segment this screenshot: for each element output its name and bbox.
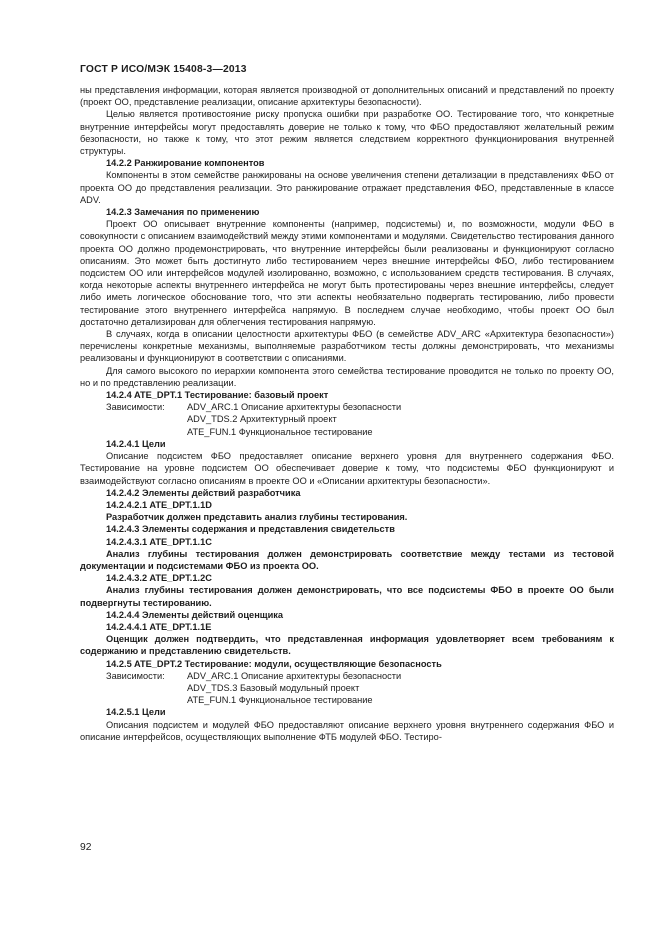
paragraph: В случаях, когда в описании целостности архитектуры ФБО (в семействе ADV_ARC «Архитектура безопасности») перечислены конкретные механизмы, выполняемые разработчиком тесты должны демонстрировать, что механизмы реализованы и функционируют в соответствии с описаниями. xyxy=(80,329,614,364)
dependencies-block xyxy=(80,401,614,438)
paragraph: Проект ОО описывает внутренние компоненты (например, подсистемы) и, по возможности, модули ФБО в совокупности с описанием взаимодействий между этими компонентами и модулями. Свидетельство тестирования данного проекта ОО должно продемонстрировать, что внутренние интерфейсы были реализованы и функционируют согласно описаниям. Это может быть достигнуто либо тестированием через внешние интерфейсы ФБО, либо тестированием подсистем ОО или интерфейсов модулей изолированно, возможно, с использованием средств тестирования. В случаях, когда некоторые аспекты внутреннего интерфейса не могут быть протестированы через внешние интерфейсы, следует либо иметь логическое обоснование того, что эти аспекты необязательно подвергать тестированию, либо провести тестирование этого внутреннего интерфейса напрямую. В последнем случае необходимо, чтобы проект ОО был достаточно детализирован для облегчения тестирования напрямую. xyxy=(80,219,614,327)
section-heading: 14.2.4.2 Элементы действий разработчика xyxy=(106,487,301,498)
dependency-item: ADV_ARC.1 Описание архитектуры безопасности xyxy=(187,402,402,413)
element-text: Анализ глубины тестирования должен демонстрировать соответствие между тестами из тестовой документации и подсистемами ФБО из проекта ОО. xyxy=(80,548,614,571)
dependency-item: ATE_FUN.1 Функциональное тестирование xyxy=(187,695,373,706)
paragraph: Целью является противостояние риску пропуска ошибки при разработке ОО. Тестирование того, что конкретные внутренние интерфейсы могут предоставлять доверие не только к тому, что ФБО предоставляют желательный режим безопасности, но также к тому, что этот режим является следствием корректного функционирования внутренней структуры. xyxy=(80,109,614,157)
dependencies-label: Зависимости: xyxy=(106,402,165,413)
dependency-item: ADV_TDS.3 Базовый модульный проект xyxy=(187,682,360,693)
paragraph: Описание подсистем ФБО предоставляет описание верхнего уровня для внутреннего содержания ФБО. Тестирование на уровне подсистем ОО обеспечивает доверие к тому, что подсистемы ФБО функционируют и взаимодействуют согласно описаниям в проекте ОО и «Описании архитектуры безопасности». xyxy=(80,451,614,486)
section-heading: 14.2.5 ATE_DPT.2 Тестирование: модули, осуществляющие безопасность xyxy=(106,658,442,669)
section-heading: 14.2.4.3 Элементы содержания и представления свидетельств xyxy=(106,524,395,535)
section-heading: 14.2.2 Ранжирование компонентов xyxy=(106,158,265,169)
element-text: Анализ глубины тестирования должен демонстрировать, что все подсистемы ФБО в проекте ОО были подвергнуты тестированию. xyxy=(80,585,614,608)
element-id: 14.2.4.3.2 ATE_DPT.1.2C xyxy=(106,573,212,584)
element-id: 14.2.4.2.1 ATE_DPT.1.1D xyxy=(106,499,212,510)
section-heading: 14.2.4.4 Элементы действий оценщика xyxy=(106,609,284,620)
section-heading: 14.2.4 ATE_DPT.1 Тестирование: базовый проект xyxy=(106,390,329,401)
paragraph: Описания подсистем и модулей ФБО предоставляют описание верхнего уровня внутреннего содержания ФБО и описание интерфейсов, осуществляющих выполнение ФТБ модулей ФБО. Тестиро- xyxy=(80,719,614,742)
element-id: 14.2.4.4.1 ATE_DPT.1.1E xyxy=(106,621,212,632)
element-id: 14.2.4.3.1 ATE_DPT.1.1C xyxy=(106,536,212,547)
paragraph: Компоненты в этом семействе ранжированы на основе увеличения степени детализации в представлениях ФБО от проекта ОО до представления реализации. Это ранжирование отражает представления ФБО, представленные в классе ADV. xyxy=(80,170,614,205)
paragraph: Для самого высокого по иерархии компонента этого семейства тестирование проводится не только по проекту ОО, но и по представлению реализации. xyxy=(80,365,614,388)
element-text: Оценщик должен подтвердить, что представленная информация удовлетворяет всем требованиям к содержанию и представлению свидетельств. xyxy=(80,634,614,657)
page-header: ГОСТ Р ИСО/МЭК 15408-3—2013 xyxy=(80,64,247,75)
element-text: Разработчик должен представить анализ глубины тестирования. xyxy=(106,512,408,523)
section-heading: 14.2.4.1 Цели xyxy=(106,438,166,449)
section-heading: 14.2.3 Замечания по применению xyxy=(106,207,260,218)
dependency-item: ADV_ARC.1 Описание архитектуры безопасности xyxy=(187,670,402,681)
paragraph: ны представления информации, которая является производной от дополнительных описаний и представлений по проекту (проект ОО, представление реализации, описание архитектуры безопасности). xyxy=(80,85,614,108)
body-text xyxy=(80,84,614,743)
dependency-item: ADV_TDS.2 Архитектурный проект xyxy=(187,414,337,425)
dependencies-block xyxy=(80,670,614,707)
section-heading: 14.2.5.1 Цели xyxy=(106,707,166,718)
dependency-item: ATE_FUN.1 Функциональное тестирование xyxy=(187,426,373,437)
dependencies-label: Зависимости: xyxy=(106,670,165,681)
page-number: 92 xyxy=(80,842,92,853)
